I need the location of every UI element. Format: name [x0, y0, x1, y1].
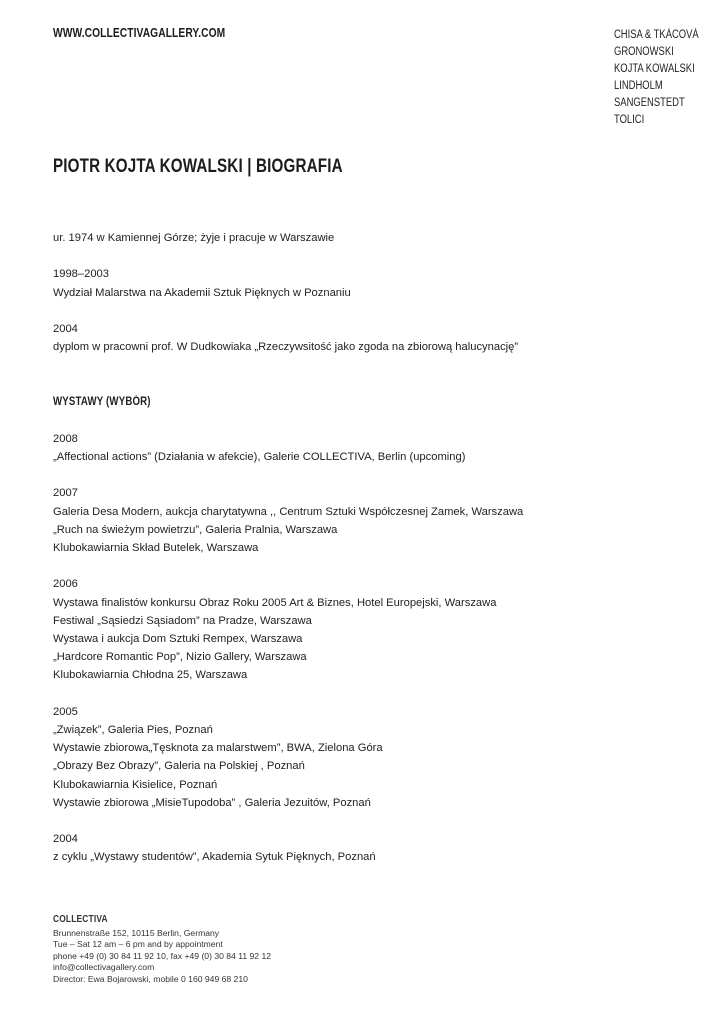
website-link[interactable]: WWW.COLLECTIVAGALLERY.COM — [53, 26, 226, 40]
exhibition-item: Wystawa finalistów konkursu Obraz Roku 2005 Art & Biznes, Hotel Europejski, Warszawa — [53, 596, 497, 609]
footer-email[interactable]: info@collectivagallery.com — [53, 962, 155, 973]
education-text: Wydział Malarstwa na Akademii Sztuk Pięknych w Poznaniu — [53, 286, 351, 299]
exhibition-year-block — [53, 575, 673, 684]
exhibition-year-block — [53, 430, 673, 466]
exhibition-year-block — [53, 484, 673, 557]
footer-address: Brunnenstraße 152, 10115 Berlin, Germany — [53, 927, 220, 938]
exhibition-year-block — [53, 830, 673, 866]
gallery-name: COLLECTIVA — [53, 914, 108, 925]
exhibition-year-block — [53, 703, 673, 812]
exhibition-item: „Związek”, Galeria Pies, Poznań — [53, 723, 213, 736]
exhibition-item: Klubokawiarnia Kisielice, Poznań — [53, 778, 218, 791]
education-period: 2004 — [53, 322, 78, 335]
artist-link[interactable]: SANGENSTEDT — [614, 97, 685, 109]
footer-phone: phone +49 (0) 30 84 11 92 10, fax +49 (0) 30 84 11 92 12 — [53, 950, 272, 961]
exhibitions-heading: WYSTAWY (WYBÓR) — [53, 395, 151, 408]
birth-text: ur. 1974 w Kamiennej Górze; żyje i pracuje w Warszawie — [53, 232, 335, 244]
artist-link[interactable]: TOLICI — [614, 114, 645, 126]
exhibition-item: „Obrazy Bez Obrazy”, Galeria na Polskiej , Poznań — [53, 760, 305, 773]
artist-link[interactable]: KOJTA KOWALSKI — [614, 63, 695, 75]
exhibition-item: „Hardcore Romantic Pop”, Nizio Gallery, Warszawa — [53, 651, 307, 664]
education-entry — [53, 320, 673, 356]
footer-director: Director: Ewa Bojarowski, mobile 0 160 949 68 210 — [53, 973, 248, 984]
exhibition-item: Festiwal „Sąsiedzi Sąsiadom” na Pradze, Warszawa — [53, 614, 312, 627]
exhibition-year: 2005 — [53, 705, 78, 718]
birth-info — [53, 229, 673, 247]
exhibition-year: 2006 — [53, 578, 78, 591]
education-period: 1998–2003 — [53, 268, 109, 281]
footer-hours: Tue – Sat 12 am – 6 pm and by appointment — [53, 939, 223, 950]
exhibition-item: „Ruch na świeżym powietrzu”, Galeria Pralnia, Warszawa — [53, 523, 338, 536]
artist-link[interactable]: GRONOWSKI — [614, 46, 674, 58]
biography-content — [53, 229, 673, 885]
exhibition-year: 2007 — [53, 487, 78, 500]
exhibition-item: „Affectional actions” (Działania w afekcie), Galerie COLLECTIVA, Berlin (upcoming) — [53, 450, 466, 463]
exhibition-item: Klubokawiarnia Skład Butelek, Warszawa — [53, 541, 259, 554]
exhibition-year: 2004 — [53, 833, 78, 846]
exhibition-item: Wystawie zbiorowa „MisieTupodoba” , Galeria Jezuitów, Poznań — [53, 796, 371, 809]
exhibition-years — [53, 430, 673, 867]
artist-link[interactable]: LINDHOLM — [614, 80, 663, 92]
exhibition-year: 2008 — [53, 432, 78, 445]
artist-nav — [614, 27, 717, 129]
exhibition-item: Wystawa i aukcja Dom Sztuki Rempex, Warszawa — [53, 632, 303, 645]
exhibition-item: Klubokawiarnia Chłodna 25, Warszawa — [53, 669, 248, 682]
education-text: dyplom w pracowni prof. W Dudkowiaka „Rzeczywsitość jako zgoda na zbiorową halucynację” — [53, 341, 519, 354]
exhibition-item: Wystawie zbiorowa„Tęsknota za malarstwem”, BWA, Zielona Góra — [53, 742, 383, 755]
exhibition-item: z cyklu „Wystawy studentów”, Akademia Sytuk Pięknych, Poznań — [53, 851, 376, 864]
footer — [53, 914, 271, 986]
exhibition-item: Galeria Desa Modern, aukcja charytatywna ,, Centrum Sztuki Współczesnej Zamek, Warszawa — [53, 505, 524, 518]
page-title: PIOTR KOJTA KOWALSKI | BIOGRAFIA — [53, 156, 343, 177]
education-entry — [53, 265, 673, 301]
artist-link[interactable]: CHISA & TKÁCOVÁ — [614, 29, 699, 41]
